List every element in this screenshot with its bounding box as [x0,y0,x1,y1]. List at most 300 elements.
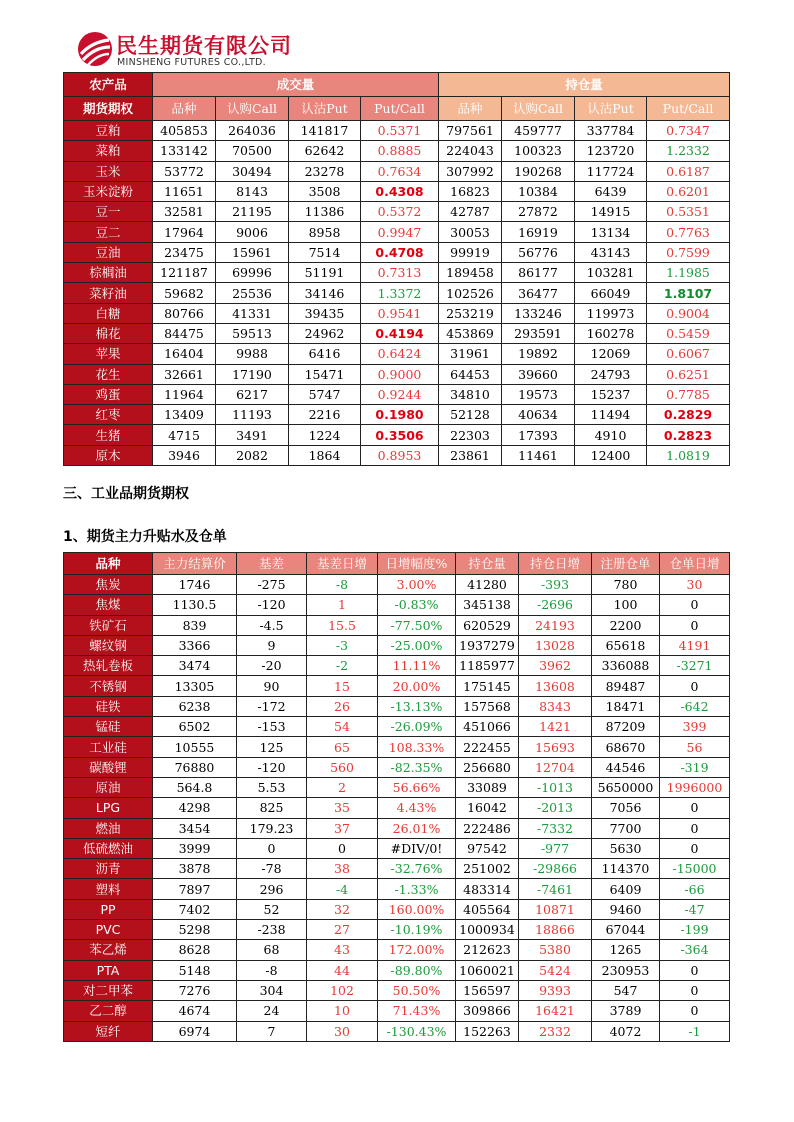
oi-put-call-ratio: 1.0819 [647,445,730,465]
table-row [64,798,730,818]
volume-put-call-ratio: 0.6424 [361,344,439,364]
commodity-name: 燃油 [64,818,153,838]
table-row [64,181,730,201]
data-cell: 4298 [153,798,237,818]
minsheng-logo-icon [76,30,114,68]
data-cell: 1000934 [456,920,519,940]
data-cell: -47 [660,899,730,919]
volume-cell: 23475 [153,242,216,262]
data-cell: 18471 [592,696,660,716]
table-row [64,425,730,445]
data-cell: -172 [237,696,307,716]
data-cell: -393 [519,575,592,595]
data-cell: 2200 [592,615,660,635]
data-cell: 5298 [153,920,237,940]
table-row [64,980,730,1000]
data-cell: 50.50% [378,980,456,1000]
volume-cell: 84475 [153,323,216,343]
table-row [64,859,730,879]
commodity-name: 不锈钢 [64,676,153,696]
oi-cell: 16919 [502,222,575,242]
data-cell: 0 [660,615,730,635]
data-cell: -89.80% [378,960,456,980]
column-header: 持仓日增 [519,553,592,575]
data-cell: 41280 [456,575,519,595]
commodity-name: PP [64,899,153,919]
data-cell: 43 [307,940,378,960]
oi-cell: 253219 [439,303,502,323]
volume-cell: 17964 [153,222,216,242]
commodity-name: 生猪 [64,425,153,445]
commodity-name: 锰硅 [64,717,153,737]
volume-cell: 15961 [216,242,289,262]
data-cell: -0.83% [378,595,456,615]
oi-put-call-ratio: 0.6067 [647,344,730,364]
data-cell: -7332 [519,818,592,838]
table-row [64,161,730,181]
oi-cell: 23861 [439,445,502,465]
data-cell: -15000 [660,859,730,879]
volume-put-call-ratio: 0.8885 [361,141,439,161]
data-cell: 52 [237,899,307,919]
commodity-name: 热轧卷板 [64,656,153,676]
commodity-name: 硅铁 [64,696,153,716]
oi-put-call-ratio: 0.6201 [647,181,730,201]
oi-cell: 52128 [439,405,502,425]
table-row [64,656,730,676]
oi-cell: 64453 [439,364,502,384]
oi-cell: 6439 [575,181,647,201]
volume-cell: 41331 [216,303,289,323]
data-cell: 152263 [456,1021,519,1041]
oi-put-call-ratio: 0.6187 [647,161,730,181]
volume-cell: 405853 [153,121,216,141]
oi-cell: 190268 [502,161,575,181]
data-cell: 6409 [592,879,660,899]
section-title: 三、工业品期货期权 [63,486,189,502]
volume-cell: 121187 [153,263,216,283]
data-cell: -7461 [519,879,592,899]
oi-cell: 22303 [439,425,502,445]
oi-cell: 13134 [575,222,647,242]
table-row [64,757,730,777]
data-cell: 560 [307,757,378,777]
data-cell: 44 [307,960,378,980]
data-cell: 24 [237,1001,307,1021]
data-cell: 24193 [519,615,592,635]
commodity-name: 碳酸锂 [64,757,153,777]
data-cell: 0 [660,838,730,858]
data-cell: 175145 [456,676,519,696]
company-name-cn: 民生期货有限公司 [116,34,292,58]
data-cell: 56 [660,737,730,757]
commodity-name: 玉米 [64,161,153,181]
data-cell: -66 [660,879,730,899]
data-cell: -82.35% [378,757,456,777]
data-cell: 76880 [153,757,237,777]
volume-cell: 51191 [289,263,361,283]
data-cell: 100 [592,595,660,615]
volume-cell: 13409 [153,405,216,425]
oi-cell: 11461 [502,445,575,465]
table-row [64,283,730,303]
volume-cell: 24962 [289,323,361,343]
data-cell: -319 [660,757,730,777]
basis-warrant-table [63,552,730,1042]
oi-cell: 123720 [575,141,647,161]
data-cell: 304 [237,980,307,1000]
commodity-name: 原油 [64,777,153,797]
oi-put-call-ratio: 0.5459 [647,323,730,343]
column-header: 品种 [64,553,153,575]
data-cell: 0 [660,960,730,980]
data-cell: 30 [307,1021,378,1041]
data-cell: 1746 [153,575,237,595]
volume-group-header: 成交量 [153,73,439,97]
data-cell: 3999 [153,838,237,858]
commodity-name: 低硫燃油 [64,838,153,858]
commodity-name: 焦煤 [64,595,153,615]
data-cell: 0 [660,595,730,615]
volume-cell: 9988 [216,344,289,364]
volume-cell: 30494 [216,161,289,181]
oi-cell: 36477 [502,283,575,303]
commodity-name: 豆粕 [64,121,153,141]
data-cell: 0 [660,818,730,838]
oi-cell: 17393 [502,425,575,445]
oi-cell: 30053 [439,222,502,242]
data-cell: 296 [237,879,307,899]
data-cell: -77.50% [378,615,456,635]
data-cell: 7402 [153,899,237,919]
data-cell: #DIV/0! [378,838,456,858]
oi-cell: 19573 [502,384,575,404]
volume-cell: 11193 [216,405,289,425]
data-cell: 114370 [592,859,660,879]
oi-cell: 11494 [575,405,647,425]
data-cell: 68 [237,940,307,960]
data-cell: 9460 [592,899,660,919]
volume-cell: 2216 [289,405,361,425]
commodity-name: PVC [64,920,153,940]
volume-put-call-ratio: 0.1980 [361,405,439,425]
data-cell: -29866 [519,859,592,879]
table-row [64,920,730,940]
data-cell: 222455 [456,737,519,757]
data-cell: 251002 [456,859,519,879]
oi-put-call-ratio: 1.1985 [647,263,730,283]
column-header: 日增幅度% [378,553,456,575]
column-header: 认沽Put [289,97,361,121]
oi-put-call-ratio: 0.7785 [647,384,730,404]
volume-cell: 3491 [216,425,289,445]
data-cell: 97542 [456,838,519,858]
data-cell: 405564 [456,899,519,919]
oi-cell: 56776 [502,242,575,262]
oi-cell: 15237 [575,384,647,404]
volume-put-call-ratio: 0.8953 [361,445,439,465]
data-cell: -1.33% [378,879,456,899]
volume-put-call-ratio: 0.4308 [361,181,439,201]
table-row [64,777,730,797]
oi-cell: 4910 [575,425,647,445]
data-cell: 8343 [519,696,592,716]
data-cell: -120 [237,757,307,777]
data-cell: -3 [307,635,378,655]
data-cell: 10555 [153,737,237,757]
table-row [64,202,730,222]
data-cell: -275 [237,575,307,595]
data-cell: 15 [307,676,378,696]
volume-cell: 9006 [216,222,289,242]
commodity-name: LPG [64,798,153,818]
oi-put-call-ratio: 0.7347 [647,121,730,141]
data-cell: 30 [660,575,730,595]
data-cell: -2696 [519,595,592,615]
volume-put-call-ratio: 0.9244 [361,384,439,404]
data-cell: 54 [307,717,378,737]
oi-cell: 86177 [502,263,575,283]
data-cell: -977 [519,838,592,858]
column-header: 基差 [237,553,307,575]
data-cell: 483314 [456,879,519,899]
column-header: 持仓量 [456,553,519,575]
data-cell: 1265 [592,940,660,960]
data-cell: 3878 [153,859,237,879]
data-cell: -8 [237,960,307,980]
data-cell: 18866 [519,920,592,940]
volume-cell: 32661 [153,364,216,384]
data-cell: 4191 [660,635,730,655]
table-row [64,575,730,595]
oi-put-call-ratio: 0.6251 [647,364,730,384]
table-row [64,364,730,384]
volume-put-call-ratio: 0.7313 [361,263,439,283]
data-cell: -120 [237,595,307,615]
commodity-name: 花生 [64,364,153,384]
data-cell: 6238 [153,696,237,716]
data-cell: 44546 [592,757,660,777]
volume-cell: 59682 [153,283,216,303]
oi-cell: 797561 [439,121,502,141]
oi-cell: 224043 [439,141,502,161]
data-cell: 399 [660,717,730,737]
data-cell: 4072 [592,1021,660,1041]
data-cell: 16042 [456,798,519,818]
oi-cell: 24793 [575,364,647,384]
data-cell: 3474 [153,656,237,676]
volume-put-call-ratio: 0.4708 [361,242,439,262]
data-cell: -199 [660,920,730,940]
volume-cell: 34146 [289,283,361,303]
volume-cell: 8958 [289,222,361,242]
oi-put-call-ratio: 1.8107 [647,283,730,303]
commodity-name: 螺纹钢 [64,635,153,655]
volume-cell: 133142 [153,141,216,161]
data-cell: 8628 [153,940,237,960]
volume-cell: 16404 [153,344,216,364]
data-cell: 620529 [456,615,519,635]
table-row [64,940,730,960]
oi-cell: 42787 [439,202,502,222]
data-cell: 65618 [592,635,660,655]
data-cell: 345138 [456,595,519,615]
data-cell: 13608 [519,676,592,696]
data-cell: 90 [237,676,307,696]
data-cell: -10.19% [378,920,456,940]
data-cell: 1130.5 [153,595,237,615]
oi-cell: 119973 [575,303,647,323]
data-cell: 212623 [456,940,519,960]
data-cell: 3366 [153,635,237,655]
data-cell: 1996000 [660,777,730,797]
data-cell: -25.00% [378,635,456,655]
oi-cell: 133246 [502,303,575,323]
data-cell: 451066 [456,717,519,737]
commodity-name: 豆二 [64,222,153,242]
oi-cell: 39660 [502,364,575,384]
data-cell: 7 [237,1021,307,1041]
commodity-name: 菜籽油 [64,283,153,303]
data-cell: 780 [592,575,660,595]
volume-cell: 11964 [153,384,216,404]
volume-put-call-ratio: 0.3506 [361,425,439,445]
data-cell: 65 [307,737,378,757]
oi-cell: 12400 [575,445,647,465]
data-cell: 27 [307,920,378,940]
volume-cell: 2082 [216,445,289,465]
table-row [64,1021,730,1041]
commodity-name: 苯乙烯 [64,940,153,960]
table-row [64,445,730,465]
column-header: Put/Call [647,97,730,121]
volume-cell: 32581 [153,202,216,222]
data-cell: 7276 [153,980,237,1000]
volume-cell: 141817 [289,121,361,141]
volume-put-call-ratio: 0.4194 [361,323,439,343]
column-header: 品种 [153,97,216,121]
data-cell: 3789 [592,1001,660,1021]
volume-cell: 3946 [153,445,216,465]
volume-cell: 39435 [289,303,361,323]
commodity-name: 塑料 [64,879,153,899]
table-row [64,242,730,262]
table-row [64,615,730,635]
volume-cell: 8143 [216,181,289,201]
table-row [64,405,730,425]
data-cell: -13.13% [378,696,456,716]
table-row [64,222,730,242]
volume-cell: 62642 [289,141,361,161]
oi-group-header: 持仓量 [439,73,730,97]
table-row [64,263,730,283]
data-cell: 37 [307,818,378,838]
oi-put-call-ratio: 0.9004 [647,303,730,323]
data-cell: -153 [237,717,307,737]
data-cell: 6502 [153,717,237,737]
data-cell: -4 [307,879,378,899]
data-cell: -364 [660,940,730,960]
data-cell: -2 [307,656,378,676]
data-cell: 160.00% [378,899,456,919]
oi-cell: 40634 [502,405,575,425]
data-cell: 1 [307,595,378,615]
table-row [64,879,730,899]
data-cell: -1013 [519,777,592,797]
data-cell: 38 [307,859,378,879]
data-cell: 5424 [519,960,592,980]
volume-cell: 1864 [289,445,361,465]
data-cell: 26.01% [378,818,456,838]
data-cell: 9 [237,635,307,655]
table-row [64,676,730,696]
volume-cell: 11651 [153,181,216,201]
column-header: 主力结算价 [153,553,237,575]
oi-cell: 453869 [439,323,502,343]
oi-cell: 27872 [502,202,575,222]
data-cell: -20 [237,656,307,676]
commodity-name: 菜粕 [64,141,153,161]
oi-put-call-ratio: 1.2332 [647,141,730,161]
data-cell: 157568 [456,696,519,716]
commodity-name: 豆一 [64,202,153,222]
commodity-name: 沥青 [64,859,153,879]
data-cell: 11.11% [378,656,456,676]
volume-cell: 17190 [216,364,289,384]
oi-put-call-ratio: 0.7599 [647,242,730,262]
oi-cell: 19892 [502,344,575,364]
volume-cell: 7514 [289,242,361,262]
table-row [64,344,730,364]
volume-cell: 5747 [289,384,361,404]
table-row [64,635,730,655]
volume-cell: 53772 [153,161,216,181]
data-cell: 172.00% [378,940,456,960]
ag-options-table [63,72,730,466]
company-logo [76,28,306,74]
data-cell: -2013 [519,798,592,818]
data-cell: 256680 [456,757,519,777]
data-cell: 5380 [519,940,592,960]
column-header: 仓单日增 [660,553,730,575]
volume-cell: 6416 [289,344,361,364]
column-header: 认购Call [216,97,289,121]
data-cell: 3962 [519,656,592,676]
oi-cell: 31961 [439,344,502,364]
oi-cell: 16823 [439,181,502,201]
column-header: 注册仓单 [592,553,660,575]
commodity-name: 苹果 [64,344,153,364]
data-cell: 10 [307,1001,378,1021]
oi-cell: 103281 [575,263,647,283]
table-row [64,960,730,980]
data-cell: 230953 [592,960,660,980]
oi-cell: 34810 [439,384,502,404]
oi-cell: 43143 [575,242,647,262]
volume-cell: 1224 [289,425,361,445]
table-row [64,696,730,716]
data-cell: 13305 [153,676,237,696]
table-row [64,595,730,615]
table-row [64,818,730,838]
data-cell: 12704 [519,757,592,777]
data-cell: 7897 [153,879,237,899]
volume-cell: 21195 [216,202,289,222]
data-cell: 4.43% [378,798,456,818]
oi-cell: 459777 [502,121,575,141]
commodity-name: 工业硅 [64,737,153,757]
corner-subtitle: 期货期权 [64,97,153,121]
